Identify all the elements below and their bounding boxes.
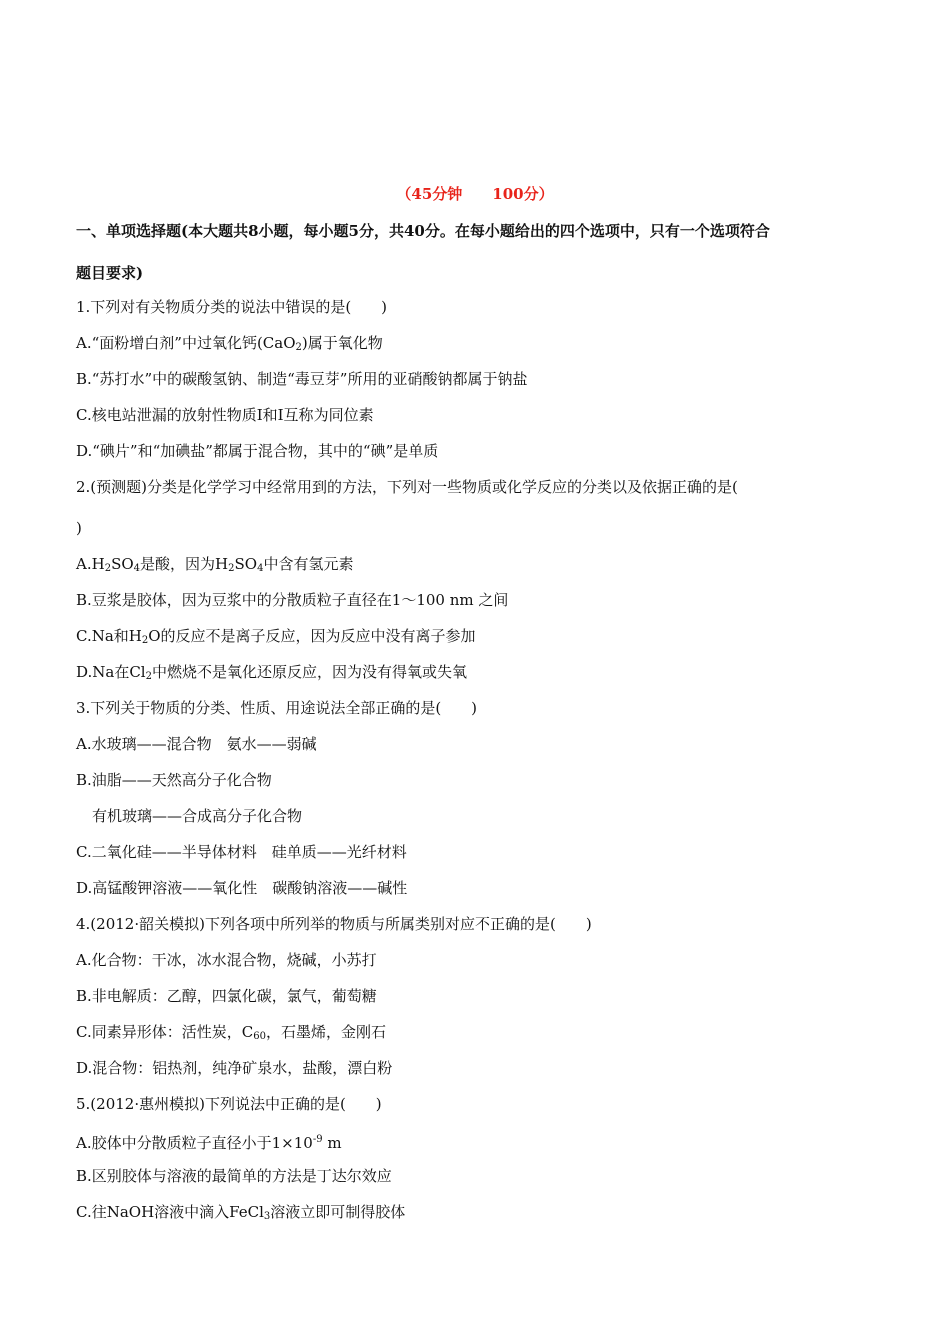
question-3-stem: 3.下列关于物质的分类、性质、用途说法全部正确的是( ) [76, 699, 478, 717]
question-2-stem-continued: ) [76, 519, 82, 537]
question-4-option-c: C.同素异形体：活性炭，$C_{60}$，石墨烯，金刚石 [76, 1023, 386, 1042]
question-1-option-a: A.“面粉增白剂”中过氧化钙(CaO$_2$)属于氧化物 [76, 334, 383, 353]
question-4-option-b: B.非电解质：乙醇，四氯化碳，氯气，葡萄糖 [76, 987, 377, 1005]
question-2-option-c: C.Na和$H_2O$的反应不是离子反应，因为反应中没有离子参加 [76, 627, 476, 646]
question-1-option-d: D.“碘片”和“加碘盐”都属于混合物，其中的“碘”是单质 [76, 442, 439, 460]
question-2-option-a: $A.H_2SO_4$是酸，因为$H_2SO_4$中含有氢元素 [76, 555, 354, 574]
question-3-option-a: A.水玻璃——混合物 氨水——弱碱 [76, 735, 317, 753]
question-4-option-a: A.化合物：干冰，冰水混合物，烧碱，小苏打 [76, 951, 377, 969]
question-5-option-b: B.区别胶体与溶液的最简单的方法是丁达尔效应 [76, 1167, 392, 1185]
question-5-stem: 5.(2012·惠州模拟)下列说法中正确的是( ) [76, 1095, 382, 1113]
question-2-stem: 2.(预测题)分类是化学学习中经常用到的方法，下列对一些物质或化学反应的分类以及依据正确的是( [76, 478, 738, 496]
question-1-option-b: B.“苏打水”中的碳酸氢钠、制造“毒豆芽”所用的亚硝酸钠都属于钠盐 [76, 370, 528, 388]
question-3-option-b: B.油脂——天然高分子化合物 [76, 771, 272, 789]
question-3-option-b-continued: 有机玻璃——合成高分子化合物 [92, 807, 303, 825]
question-5-option-a: A.胶体中分散质粒子直径小于$1\times 10^{-9}$ m [76, 1134, 342, 1152]
question-4-stem: 4.(2012·韶关模拟)下列各项中所列举的物质与所属类别对应不正确的是( ) [76, 915, 592, 933]
question-4-option-d: D.混合物：铝热剂，纯净矿泉水，盐酸，漂白粉 [76, 1059, 393, 1077]
question-5-option-c: C.往NaOH溶液中滴入FeCl$_3$溶液立即可制得胶体 [76, 1203, 406, 1222]
question-3-option-d: D.高锰酸钾溶液——氧化性 碳酸钠溶液——碱性 [76, 879, 408, 897]
question-2-option-d: D.Na在$Cl_2$中燃烧不是氧化还原反应，因为没有得氧或失氧 [76, 663, 467, 682]
exam-time-score-header: （45分钟 100分） [396, 185, 554, 203]
question-2-option-b: B.豆浆是胶体，因为豆浆中的分散质粒子直径在1～100 nm 之间 [76, 591, 509, 609]
question-1-stem: 1.下列对有关物质分类的说法中错误的是( ) [76, 298, 388, 316]
section-title-line-2: 题目要求) [76, 264, 144, 282]
question-3-option-c: C.二氧化硅——半导体材料 硅单质——光纤材料 [76, 843, 407, 861]
question-1-option-c: C.核电站泄漏的放射性物质I和I互称为同位素 [76, 406, 374, 424]
section-title-line-1: 一、单项选择题(本大题共8小题，每小题5分，共40分。在每小题给出的四个选项中，只有一个选项符合 [76, 222, 770, 240]
